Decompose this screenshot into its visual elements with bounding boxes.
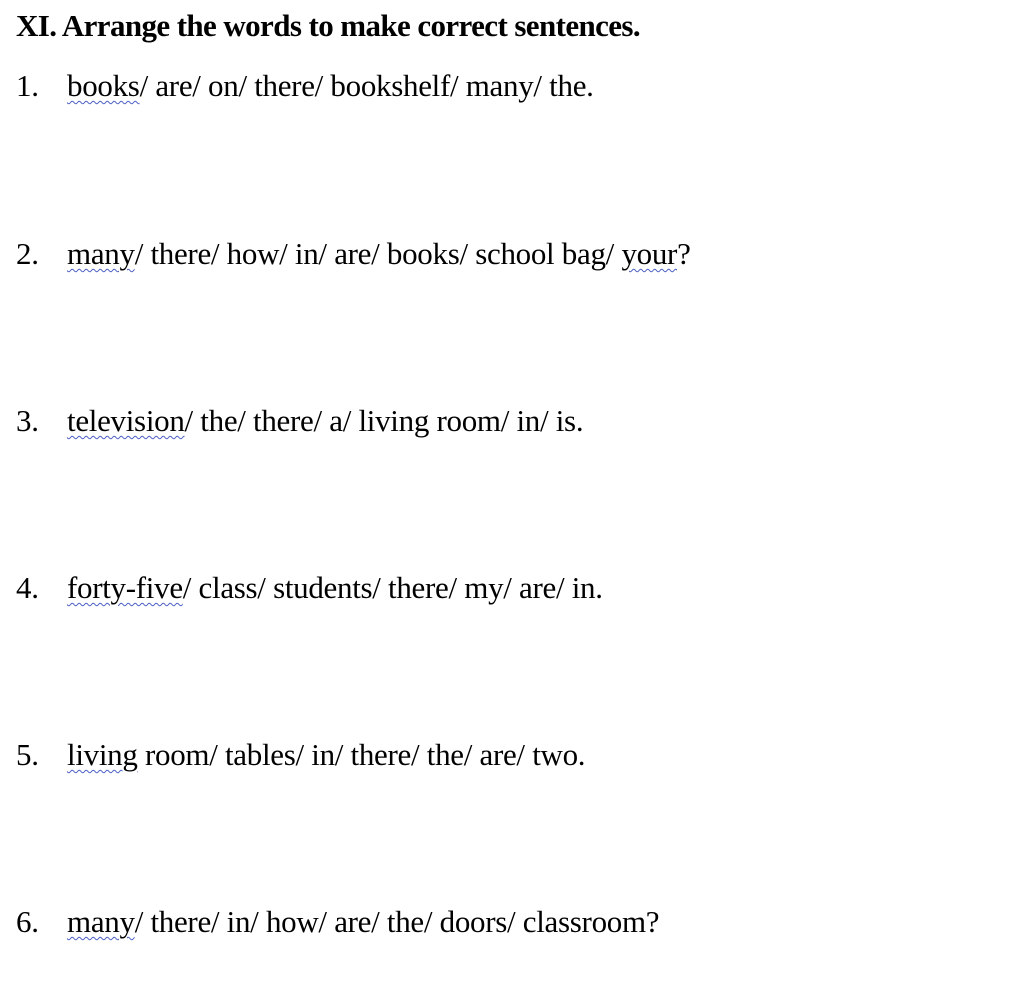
item-text: / are/ on/ there/ bookshelf/ many/ the.: [139, 68, 594, 103]
item-number: 5.: [16, 737, 39, 772]
item-number: 6.: [16, 904, 39, 939]
spellcheck-flagged-word[interactable]: living: [67, 737, 138, 772]
item-text: / there/ in/ how/ are/ the/ doors/ classroom?: [134, 904, 660, 939]
item-text: / class/ students/ there/ my/ are/ in.: [182, 570, 603, 605]
spellcheck-flagged-word[interactable]: books: [67, 68, 140, 103]
item-number: 4.: [16, 570, 39, 605]
spellcheck-flagged-word[interactable]: television: [67, 403, 185, 438]
list-item: [16, 904, 659, 940]
spellcheck-flagged-word[interactable]: forty-five: [67, 570, 183, 605]
exercise-heading: XI. Arrange the words to make correct sentences.: [16, 8, 641, 43]
item-text-tail: ?: [677, 236, 691, 271]
list-item: [16, 236, 691, 272]
item-text: / the/ there/ a/ living room/ in/ is.: [184, 403, 584, 438]
list-item: [16, 570, 603, 606]
item-number: 1.: [16, 68, 39, 103]
item-number: 2.: [16, 236, 39, 271]
list-item: [16, 737, 585, 773]
list-item: [16, 403, 583, 439]
item-text: room/ tables/ in/ there/ the/ are/ two.: [137, 737, 586, 772]
item-number: 3.: [16, 403, 39, 438]
spellcheck-flagged-word[interactable]: your: [621, 236, 678, 271]
item-text: / there/ how/ in/ are/ books/ school bag/: [134, 236, 622, 271]
spellcheck-flagged-word[interactable]: many: [67, 904, 135, 939]
list-item: [16, 68, 594, 104]
spellcheck-flagged-word[interactable]: many: [67, 236, 135, 271]
